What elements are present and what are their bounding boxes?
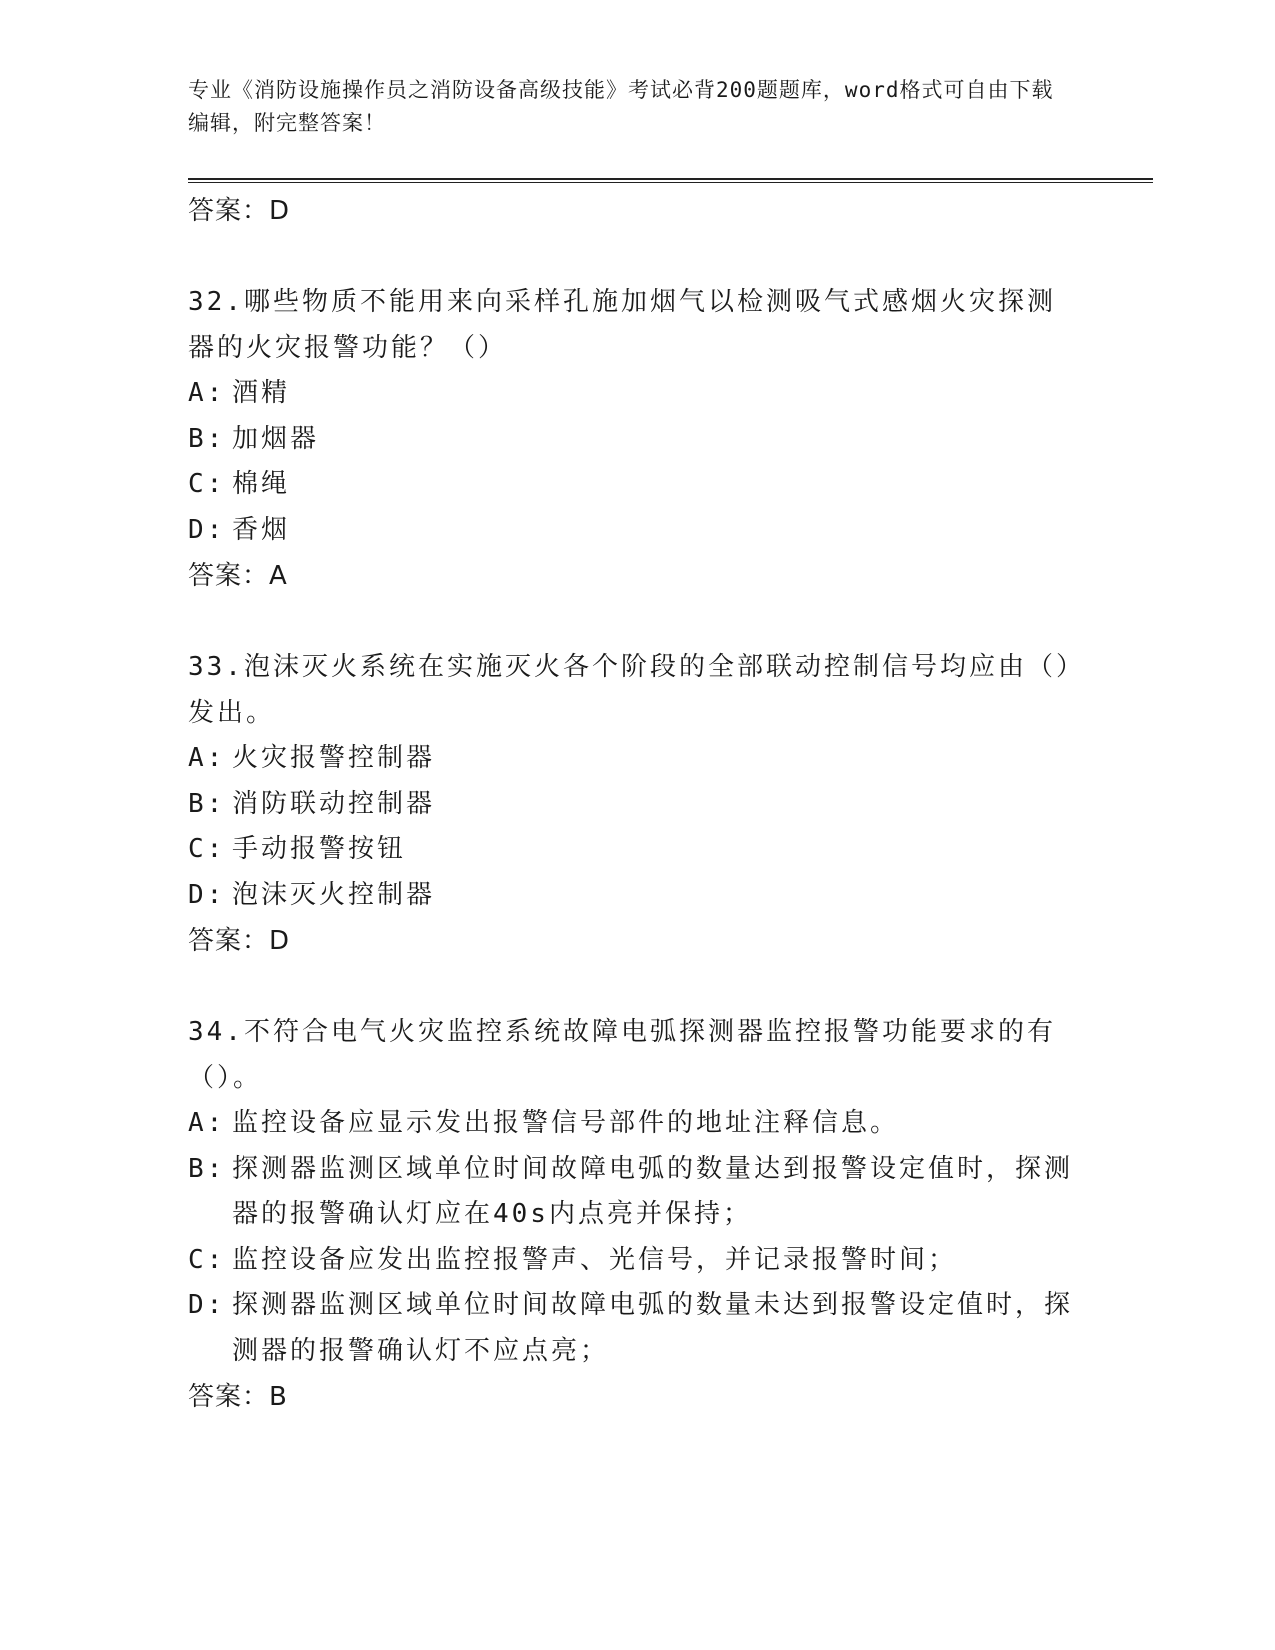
option-letter: C: xyxy=(188,834,226,864)
option-text: 监控设备应显示发出报警信号部件的地址注释信息。 xyxy=(232,1108,900,1138)
option-text: 火灾报警控制器 xyxy=(232,743,436,773)
option-text: 棉绳 xyxy=(232,469,291,499)
option-d xyxy=(188,508,1078,554)
option-text: 手动报警按钮 xyxy=(232,834,407,864)
question-text: 33.泡沫灭火系统在实施灭火各个阶段的全部联动控制信号均应由（）发出。 xyxy=(188,652,1072,728)
option-letter: C: xyxy=(188,469,226,499)
question-text: 34.不符合电气火灾监控系统故障电弧探测器监控报警功能要求的有（）。 xyxy=(188,1017,1056,1093)
option-letter: B: xyxy=(188,1153,226,1184)
option-letter: D: xyxy=(188,514,226,545)
option-b xyxy=(188,417,1078,463)
option-text: 监控设备应发出监控报警声、光信号，并记录报警时间； xyxy=(232,1244,958,1275)
option-d xyxy=(188,873,1078,919)
option-c xyxy=(188,462,1078,508)
question-text: 32.哪些物质不能用来向采样孔施加烟气以检测吸气式感烟火灾探测器的火灾报警功能？（） xyxy=(188,287,1056,363)
option-text: 探测器监测区域单位时间故障电弧的数量未达到报警设定值时，探测器的报警确认灯不应点亮； xyxy=(232,1290,1074,1366)
option-text: 加烟器 xyxy=(232,423,320,454)
answer-line: 答案：D xyxy=(188,926,291,956)
answer-line: 答案：A xyxy=(188,561,288,591)
question-block xyxy=(188,645,1078,964)
option-letter: D: xyxy=(188,879,226,910)
page-header-text: 专业《消防设施操作员之消防设备高级技能》考试必背200题题库，word格式可自由下载编辑，附完整答案！ xyxy=(188,78,1054,135)
option-a xyxy=(188,736,1078,782)
option-text: 酒精 xyxy=(232,378,291,408)
option-a xyxy=(188,371,1078,417)
option-text: 泡沫灭火控制器 xyxy=(232,879,436,910)
option-letter: A: xyxy=(188,378,226,408)
header-divider-thin xyxy=(188,182,1153,183)
option-letter: B: xyxy=(188,788,226,819)
option-c xyxy=(188,1238,1078,1284)
option-text: 探测器监测区域单位时间故障电弧的数量达到报警设定值时，探测器的报警确认灯应在40s内点亮并保持； xyxy=(232,1153,1074,1229)
answer-line: 答案：D xyxy=(188,196,291,226)
option-letter: B: xyxy=(188,423,226,454)
option-a xyxy=(188,1101,1078,1147)
question-block xyxy=(188,280,1078,599)
option-b xyxy=(188,1147,1078,1238)
answer-line: 答案：B xyxy=(188,1382,288,1412)
option-letter: C: xyxy=(188,1244,226,1275)
option-d xyxy=(188,1283,1078,1374)
option-letter: A: xyxy=(188,1108,226,1138)
option-letter: A: xyxy=(188,743,226,773)
option-c xyxy=(188,827,1078,873)
option-b xyxy=(188,782,1078,828)
question-block xyxy=(188,1010,1078,1420)
option-text: 香烟 xyxy=(232,514,291,545)
option-text: 消防联动控制器 xyxy=(232,788,436,819)
option-letter: D: xyxy=(188,1290,226,1320)
header-divider-thick xyxy=(188,178,1153,180)
document-content xyxy=(188,188,1078,1420)
